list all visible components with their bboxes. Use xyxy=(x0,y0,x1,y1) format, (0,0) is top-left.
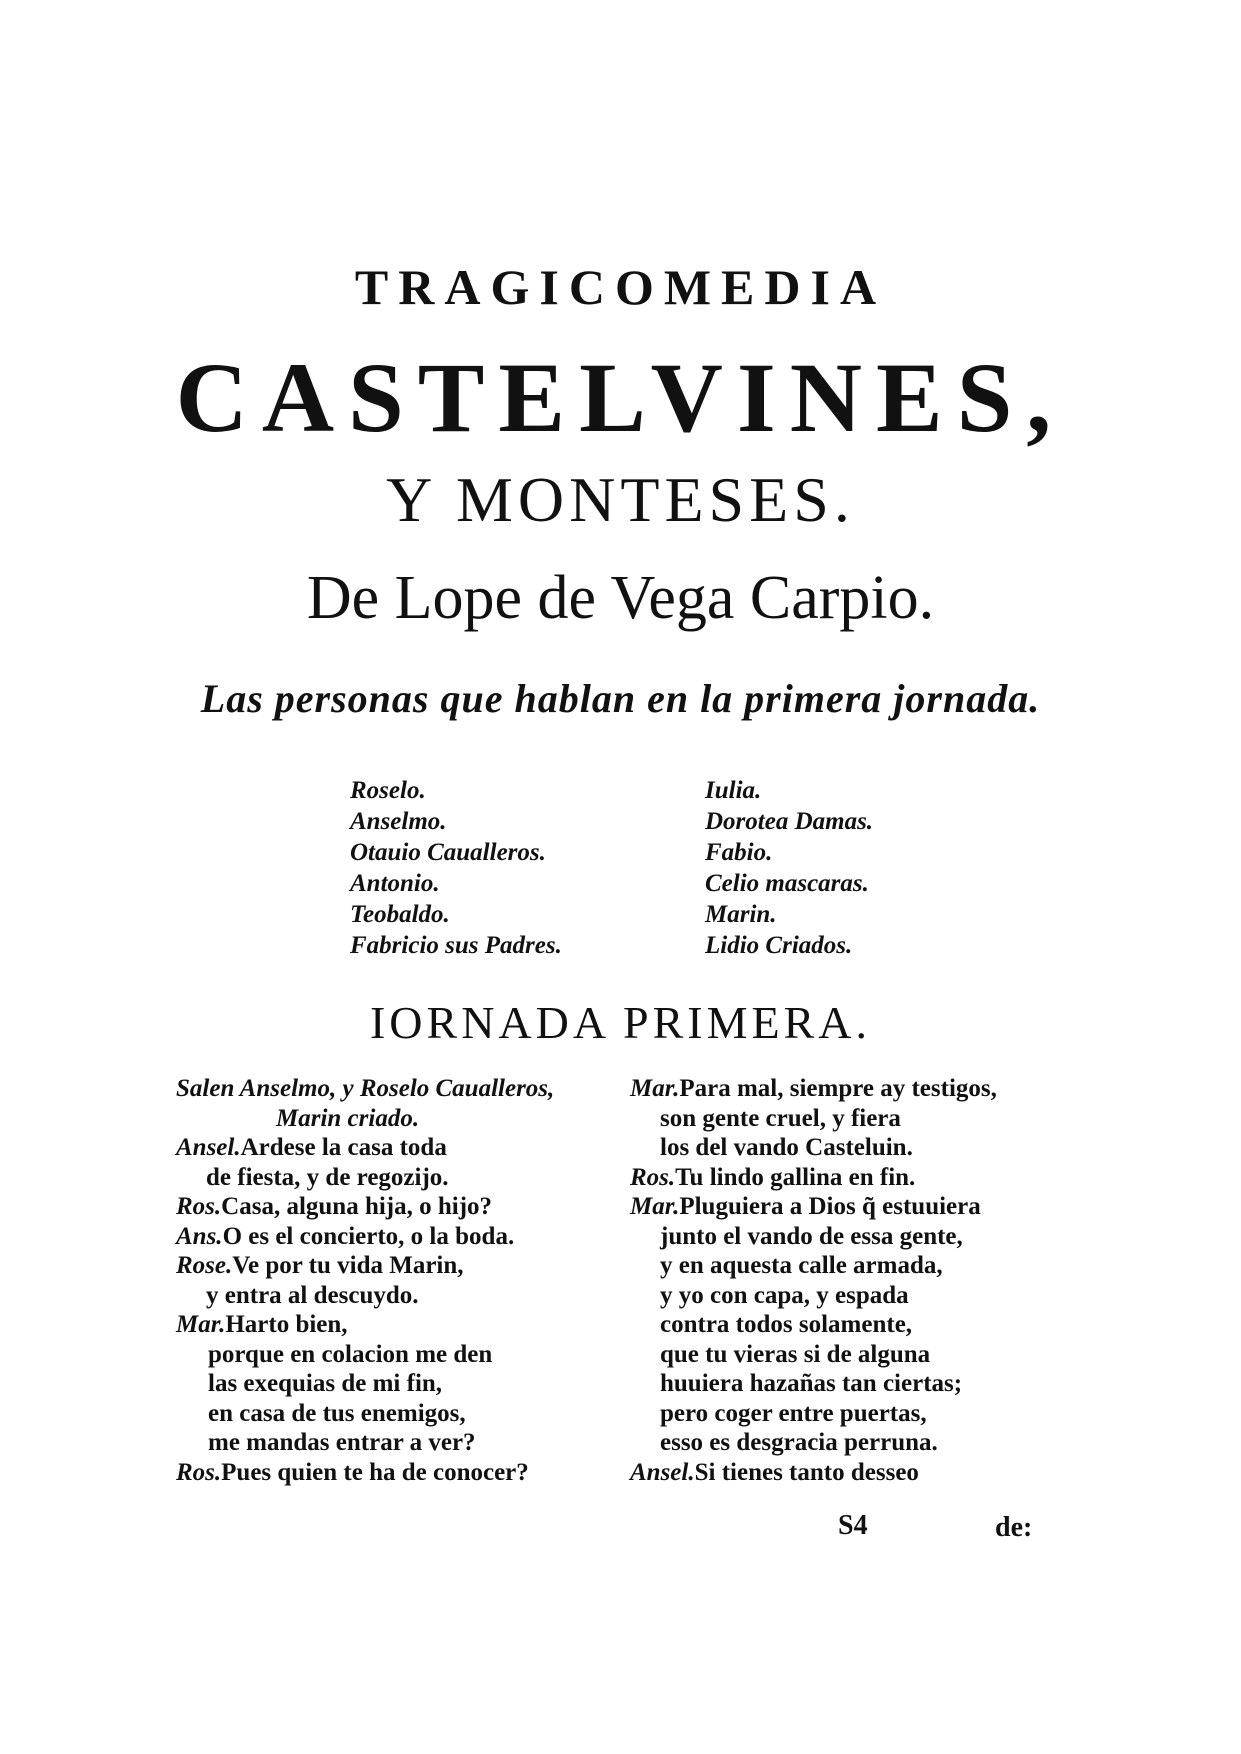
verse-line xyxy=(630,1104,997,1134)
verse-line xyxy=(630,1074,997,1104)
verse-text: huuiera hazañas tan ciertas; xyxy=(660,1370,963,1397)
verse-line xyxy=(630,1458,997,1488)
cast-item: Lidio Criados. xyxy=(705,932,853,959)
verse-text: y yo con capa, y espada xyxy=(660,1281,909,1309)
verse-line xyxy=(176,1222,554,1252)
verse-text: Marin criado. xyxy=(276,1104,420,1132)
catchword: de: xyxy=(995,1512,1033,1543)
verse-line xyxy=(176,1281,554,1311)
verse-line xyxy=(630,1251,997,1281)
verse-text: y en aquesta calle armada, xyxy=(660,1252,943,1279)
cast-list-left xyxy=(350,775,562,961)
verse-line xyxy=(176,1074,554,1104)
verse-text: Tu lindo gallina en fin. xyxy=(675,1163,916,1191)
verse-line xyxy=(176,1192,554,1222)
verse-line xyxy=(176,1163,554,1193)
cast-heading: Las personas que hablan en la primera jornada. xyxy=(200,676,1041,721)
verse-text: Harto bien, xyxy=(225,1311,348,1338)
verse-text: pero coger entre puertas, xyxy=(660,1399,927,1427)
title-line-1: TRAGICOMEDIA xyxy=(354,259,887,315)
cast-item: Iulia. xyxy=(705,777,762,804)
verse-text: porque en colacion me den xyxy=(208,1340,493,1368)
cast-item: Anselmo. xyxy=(350,808,447,835)
cast-item: Fabricio sus Padres. xyxy=(350,932,562,959)
cast-item: Celio mascaras. xyxy=(705,870,869,897)
verse-line xyxy=(630,1399,997,1429)
act-heading: IORNADA PRIMERA. xyxy=(369,997,872,1048)
verse-text: que tu vieras si de alguna xyxy=(660,1340,931,1368)
speaker-label: Ros. xyxy=(630,1163,676,1191)
verse-line xyxy=(630,1222,997,1252)
verse-text: de fiesta, y de regozijo. xyxy=(206,1163,449,1191)
speaker-label: Ansel. xyxy=(176,1134,241,1161)
verse-text: Pluguiera a Dios q̃ estuuiera xyxy=(679,1193,981,1220)
speaker-label: Ros. xyxy=(176,1193,222,1220)
verse-text: Pues quien te ha de conocer? xyxy=(221,1458,529,1486)
verse-text: Para mal, siempre ay testigos, xyxy=(679,1075,997,1102)
speaker-label: Mar. xyxy=(630,1075,680,1102)
verse-line xyxy=(630,1369,997,1399)
cast-item: Fabio. xyxy=(705,839,773,866)
verse-text: me mandas entrar a ver? xyxy=(208,1429,476,1456)
signature-mark: S4 xyxy=(838,1510,868,1541)
author-line: De Lope de Vega Carpio. xyxy=(306,564,935,632)
verse-text: contra todos solamente, xyxy=(660,1311,913,1338)
verse-line xyxy=(630,1428,997,1458)
speaker-label: Mar. xyxy=(176,1311,226,1338)
verse-text: O es el concierto, o la boda. xyxy=(222,1222,515,1250)
verse-text: esso es desgracia perruna. xyxy=(660,1429,938,1456)
text-column-left xyxy=(176,1074,554,1487)
verse-line xyxy=(176,1369,554,1399)
verse-text: las exequias de mi fin, xyxy=(208,1370,443,1397)
verse-text: son gente cruel, y fiera xyxy=(660,1104,901,1132)
cast-item: Antonio. xyxy=(350,870,440,897)
verse-line xyxy=(630,1163,997,1193)
verse-line xyxy=(176,1251,554,1281)
verse-line xyxy=(630,1310,997,1340)
verse-text: Ardese la casa toda xyxy=(240,1134,447,1161)
verse-text: Ve por tu vida Marin, xyxy=(232,1252,464,1279)
verse-line xyxy=(176,1310,554,1340)
verse-text: Salen Anselmo, y Roselo Caualleros, xyxy=(176,1075,555,1102)
text-column-right xyxy=(630,1074,997,1487)
verse-line xyxy=(176,1399,554,1429)
verse-line xyxy=(630,1192,997,1222)
verse-text: Si tienes tanto desseo xyxy=(694,1458,919,1486)
cast-item: Roselo. xyxy=(350,777,426,804)
speaker-label: Ansel. xyxy=(630,1458,695,1486)
verse-line xyxy=(630,1340,997,1370)
cast-item: Dorotea Damas. xyxy=(705,808,874,835)
verse-line xyxy=(176,1428,554,1458)
speaker-label: Rose. xyxy=(176,1252,233,1279)
title-line-2: CASTELVINES, xyxy=(175,342,1066,453)
cast-item: Marin. xyxy=(705,901,777,928)
verse-line xyxy=(176,1104,554,1134)
speaker-label: Ros. xyxy=(176,1458,222,1486)
verse-text: y entra al descuydo. xyxy=(206,1281,419,1309)
verse-text: Casa, alguna hija, o hijo? xyxy=(221,1193,493,1220)
verse-line xyxy=(176,1340,554,1370)
verse-line xyxy=(176,1133,554,1163)
verse-line xyxy=(176,1458,554,1488)
speaker-label: Mar. xyxy=(630,1193,680,1220)
verse-text: los del vando Casteluin. xyxy=(660,1134,913,1161)
verse-text: en casa de tus enemigos, xyxy=(208,1399,466,1427)
cast-item: Otauio Caualleros. xyxy=(350,839,546,866)
speaker-label: Ans. xyxy=(176,1222,223,1250)
cast-list-right xyxy=(705,775,873,961)
verse-line xyxy=(630,1281,997,1311)
cast-item: Teobaldo. xyxy=(350,901,450,928)
title-line-3: Y MONTESES. xyxy=(386,464,855,535)
verse-text: junto el vando de essa gente, xyxy=(660,1222,963,1250)
verse-line xyxy=(630,1133,997,1163)
